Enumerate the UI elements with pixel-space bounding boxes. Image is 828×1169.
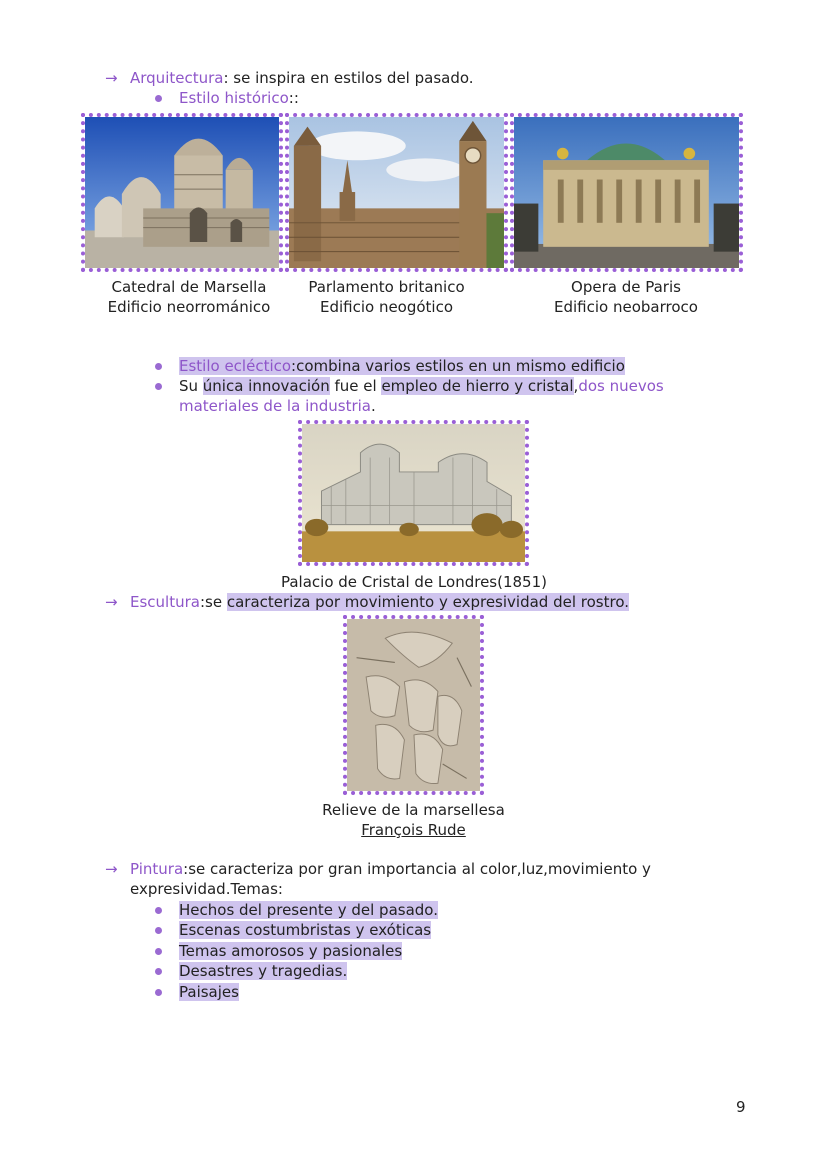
innovacion-text-2: fue el [329, 377, 382, 395]
opera-caption-line2: Edificio neobarroco [554, 298, 698, 316]
opera-caption [520, 277, 732, 317]
parlamento-caption-line2: Edificio neogótico [319, 298, 454, 316]
tema-text: Temas amorosos y pasionales [179, 942, 403, 960]
tema-item [179, 941, 402, 961]
innovacion-purple-2: materiales de la industria [179, 397, 371, 415]
palacio-caption: Palacio de Cristal de Londres(1851) [280, 573, 547, 591]
estilo-historico-line [179, 88, 299, 108]
opera-caption-line1: Opera de Paris [571, 278, 681, 296]
relieve-caption-author: François Rude [361, 821, 466, 839]
relieve-caption-line1: Relieve de la marsellesa [322, 801, 505, 819]
tema-item [179, 920, 431, 940]
relieve-caption [313, 800, 514, 840]
parlamento-caption-line1: Parlamento britanico [308, 278, 465, 296]
bullet-icon [155, 948, 162, 955]
pintura-text-1: :se caracteriza por gran importancia al color,luz,movimiento y [183, 860, 651, 878]
bullet-icon [155, 383, 162, 390]
arquitectura-text: : se inspira en estilos del pasado. [223, 69, 474, 87]
pintura-heading: Pintura [130, 860, 184, 878]
page-number: 9 [736, 1098, 746, 1116]
innovacion-text-1: Su [179, 377, 203, 395]
estilo-eclectico-line [179, 356, 625, 376]
opera-paris-image [510, 113, 743, 272]
innovacion-highlight-1: única innovación [202, 377, 330, 395]
bullet-icon [155, 95, 162, 102]
bullet-icon [155, 927, 162, 934]
tema-text: Escenas costumbristas y exóticas [179, 921, 432, 939]
estilo-eclectico-label: Estilo ecléctico [179, 357, 292, 375]
tema-item [179, 961, 347, 981]
catedral-caption [81, 277, 297, 317]
pintura-line-2: expresividad.Temas: [130, 880, 283, 898]
catedral-caption-line1: Catedral de Marsella [111, 278, 267, 296]
innovacion-text-3: , [573, 377, 579, 395]
bullet-icon [155, 907, 162, 914]
innovacion-highlight-2: empleo de hierro y cristal [381, 377, 574, 395]
tema-item [179, 982, 239, 1002]
pintura-line-1 [105, 859, 651, 879]
catedral-caption-line2: Edificio neorrománico [107, 298, 271, 316]
bullet-icon [155, 968, 162, 975]
escultura-heading: Escultura [130, 593, 200, 611]
innovacion-line-2 [179, 396, 376, 416]
innovacion-text-4: . [371, 397, 376, 415]
tema-text: Desastres y tragedias. [179, 962, 348, 980]
tema-text: Hechos del presente y del pasado. [179, 901, 438, 919]
relieve-marsellesa-image [343, 615, 484, 795]
bullet-icon [155, 989, 162, 996]
estilo-historico-suffix: :: [288, 89, 299, 107]
arrow-icon: → [105, 69, 118, 87]
tema-item [179, 900, 438, 920]
arquitectura-heading: Arquitectura [130, 69, 224, 87]
catedral-marsella-image [81, 113, 283, 272]
arquitectura-line [105, 68, 474, 88]
escultura-text-1: :se [199, 593, 227, 611]
innovacion-line-1 [179, 376, 664, 396]
parlamento-caption [285, 277, 488, 317]
innovacion-purple-1: dos nuevos [578, 377, 664, 395]
escultura-highlight: caracteriza por movimiento y expresividad del rostro. [226, 593, 629, 611]
bullet-icon [155, 363, 162, 370]
arrow-icon: → [105, 860, 118, 878]
tema-text: Paisajes [179, 983, 239, 1001]
estilo-historico-label: Estilo histórico [179, 89, 289, 107]
parlamento-britanico-image [285, 113, 508, 272]
estilo-eclectico-text: :combina varios estilos en un mismo edificio [291, 357, 625, 375]
arrow-icon: → [105, 593, 118, 611]
escultura-line [105, 592, 629, 612]
palacio-cristal-image [298, 420, 529, 566]
